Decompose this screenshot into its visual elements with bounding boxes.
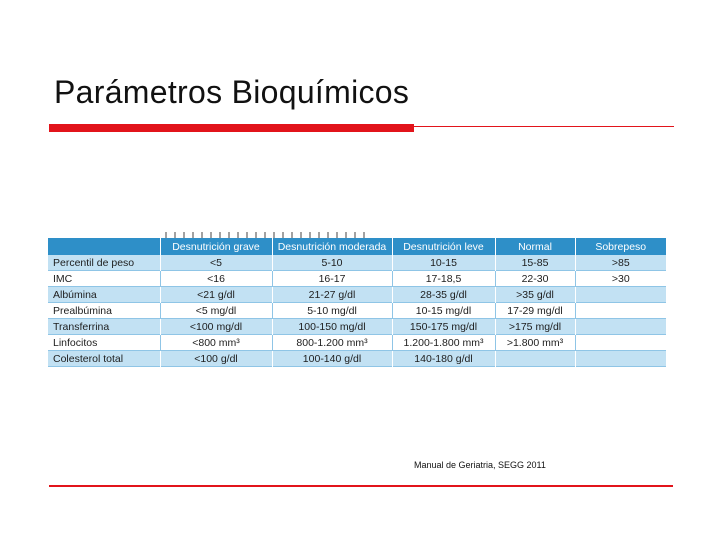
source-citation: Manual de Geriatria, SEGG 2011 — [414, 460, 546, 470]
column-header: Desnutrición moderada — [272, 238, 392, 255]
table-row — [48, 271, 666, 287]
table-cell: 1.200-1.800 mm³ — [392, 335, 495, 351]
row-label: Linfocitos — [48, 335, 160, 351]
table-cell: 17-18,5 — [392, 271, 495, 287]
table-cell: >85 — [575, 255, 666, 271]
table-row — [48, 319, 666, 335]
table-cell: <16 — [160, 271, 272, 287]
table-cell: 800-1.200 mm³ — [272, 335, 392, 351]
table-header-row — [48, 238, 666, 255]
column-header: Desnutrición grave — [160, 238, 272, 255]
table-cell: 100-140 g/dl — [272, 351, 392, 367]
table-cell — [575, 351, 666, 367]
title-underline-line — [414, 126, 674, 127]
table-cell: <100 mg/dl — [160, 319, 272, 335]
table-cell: >30 — [575, 271, 666, 287]
row-label: Colesterol total — [48, 351, 160, 367]
table-cell: 5-10 mg/dl — [272, 303, 392, 319]
table-cell: <800 mm³ — [160, 335, 272, 351]
table-cell — [575, 335, 666, 351]
table-row — [48, 255, 666, 271]
parameters-table — [48, 238, 666, 367]
table-cell: 5-10 — [272, 255, 392, 271]
row-label: Percentil de peso — [48, 255, 160, 271]
table-cell: <21 g/dl — [160, 287, 272, 303]
table-cell — [495, 351, 575, 367]
table-cell — [575, 319, 666, 335]
column-header: Normal — [495, 238, 575, 255]
table-cell: <100 g/dl — [160, 351, 272, 367]
title-underline-bar — [49, 124, 414, 132]
footer-rule — [49, 485, 673, 487]
table-cell: >175 mg/dl — [495, 319, 575, 335]
row-label: IMC — [48, 271, 160, 287]
table-row — [48, 287, 666, 303]
table-cell: 140-180 g/dl — [392, 351, 495, 367]
table-cell: 100-150 mg/dl — [272, 319, 392, 335]
table-cell: >35 g/dl — [495, 287, 575, 303]
table-cell: 150-175 mg/dl — [392, 319, 495, 335]
column-header: Desnutrición leve — [392, 238, 495, 255]
column-header — [48, 238, 160, 255]
table-cell — [575, 303, 666, 319]
table-cell: 28-35 g/dl — [392, 287, 495, 303]
row-label: Albúmina — [48, 287, 160, 303]
table-cell: 17-29 mg/dl — [495, 303, 575, 319]
table-cell: 21-27 g/dl — [272, 287, 392, 303]
table-cell: <5 mg/dl — [160, 303, 272, 319]
table-row — [48, 335, 666, 351]
row-label: Transferrina — [48, 319, 160, 335]
table-cell: 10-15 — [392, 255, 495, 271]
table-cell: 16-17 — [272, 271, 392, 287]
table-cell: 22-30 — [495, 271, 575, 287]
table-cell: 10-15 mg/dl — [392, 303, 495, 319]
table-row — [48, 351, 666, 367]
slide-title: Parámetros Bioquímicos — [54, 74, 410, 110]
table-cell: <5 — [160, 255, 272, 271]
column-header: Sobrepeso — [575, 238, 666, 255]
row-label: Prealbúmina — [48, 303, 160, 319]
table-row — [48, 303, 666, 319]
table-cell: 15-85 — [495, 255, 575, 271]
table-cell — [575, 287, 666, 303]
table-cell: >1.800 mm³ — [495, 335, 575, 351]
parameters-table-image — [48, 238, 675, 371]
